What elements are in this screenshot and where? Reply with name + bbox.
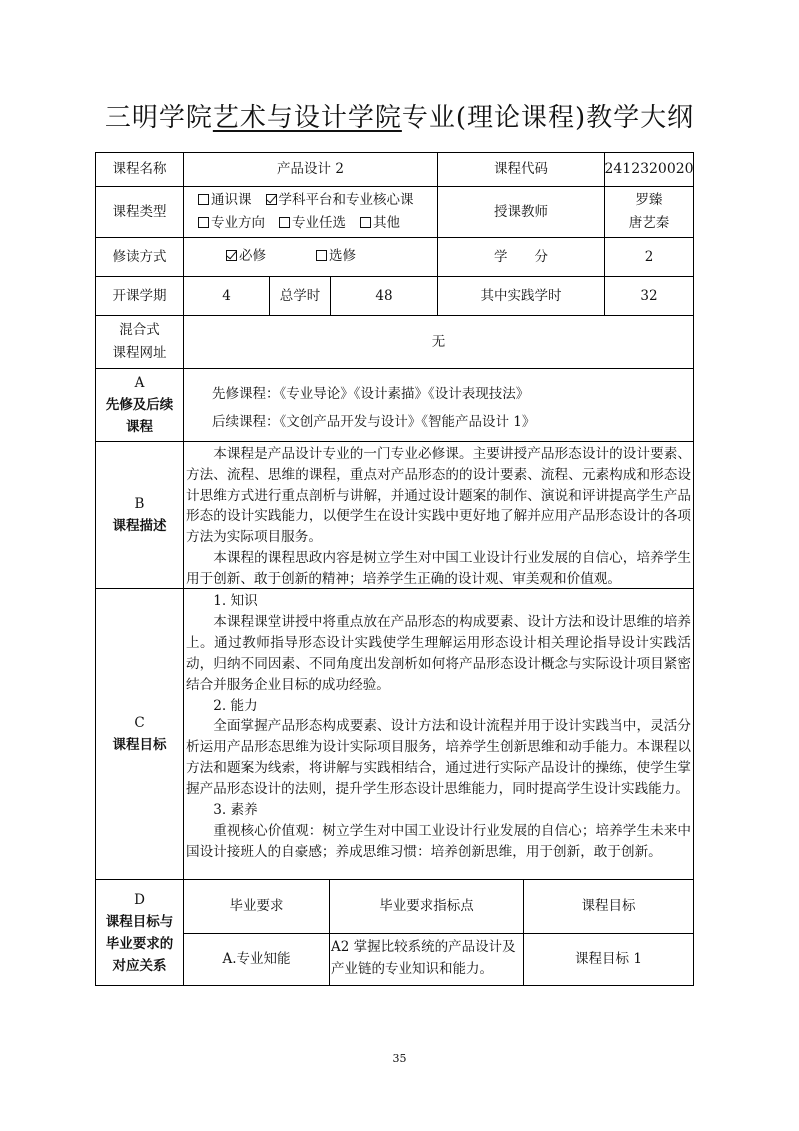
page-number: 35 [392,1052,407,1065]
teacher-label: 授课教师 [494,203,548,220]
objective-heading-literacy: 3. 素养 [213,802,258,819]
section-c-label: C 课程目标 [112,715,167,753]
section-b-label: B 课程描述 [112,496,167,534]
course-type-label: 课程类型 [112,203,167,220]
checkbox-icon [198,217,209,228]
course-name-value: 产品设计 2 [277,161,344,177]
checkbox-icon [360,217,371,228]
header-graduation-requirement: 毕业要求 [229,898,284,914]
practice-hours-value: 32 [640,287,658,304]
prerequisite-courses: 先修课程：《专业导论》《设计素描》《设计表现技法》 [212,386,530,402]
mapping-indicator: A2 掌握比较系统的产品设计及产业链的专业知识和能力。 [331,939,516,977]
document-title: 三明学院艺术与设计学院专业(理论课程)教学大纲 [104,103,695,133]
mixed-url-value: 无 [431,333,446,350]
credit-label: 学 分 [494,248,548,265]
section-a-label: A 先修及后续 课程 [105,375,174,435]
course-description: 本课程是产品设计专业的一门专业必修课。主要讲授产品形态设计的设计要素、方法、流程、思维的课程，重点对产品形态的的设计要素、流程、元素构成和形态设计思维方式进行重点剖析与讲解，并通过设计题案的制作、演说和评讲提高学生产品形态的设计实践能力，以便学生在设计实践中更好地了解并应用产品形态设计的各项方法为实际项目服务。 本课程的课程思政内容是树立学生对中国工业设计行业发展的自信心，培养学生用于创新、敢于创新的精神；培养学生正确的设计观、审美观和价值观。 [186,446,691,587]
course-name-label: 课程名称 [112,161,167,177]
section-d-label: D 课程目标与 毕业要求的 对应关系 [105,891,174,974]
study-mode-label: 修读方式 [112,248,167,265]
course-objectives: 1. 知识 本课程课堂讲授中将重点放在产品形态的构成要素、设计方法和设计思维的培养上。通过教师指导形态设计实践使学生理解运用形态设计相关理论指导设计实践活动，归纳不同因素、不同角度出发剖析如何将产品形态设计概念与实际设计项目紧密结合并服务企业目标的成功经验。 2. 能力 全面掌握产品形态构成要素、设计方法和设计流程并用于设计实践当中，灵活分析运用产品形态思维为设计实际项目服务，培养学生创新思维和动手能力。本课程以方法和题案为线索，将讲解与实践相结合，通过进行实际产品设计的操练，使学生掌握产品形态设计的法则，提升学生形态设计思维能力，同时提高学生设计实践能力。 3. 素养 重视核心价值观：树立学生对中国工业设计行业发展的自信心；培养学生未来中国设计接班人的自豪感；养成思维习惯：培养创新思维，用于创新，敢于创新。 [186,593,691,860]
practice-hours-label: 其中实践学时 [480,287,562,304]
option-elective-mode[interactable]: 选修 [316,246,356,267]
option-general[interactable]: 通识课 [198,189,252,212]
credit-value: 2 [644,248,654,265]
course-code-value: 2412320020 [604,161,694,177]
checkbox-icon [316,250,327,261]
checked-checkbox-icon [266,194,277,205]
option-platform-core[interactable]: 学科平台和专业核心课 [266,189,414,212]
mapping-requirement: A.专业知能 [222,951,291,967]
objective-heading-ability: 2. 能力 [213,697,258,714]
mixed-url-label: 混合式 课程网址 [112,322,167,361]
study-mode-options [226,246,436,268]
semester-label: 开课学期 [112,287,167,304]
checkbox-icon [198,194,209,205]
checked-checkbox-icon [226,250,237,261]
semester-value: 4 [222,287,231,304]
checkbox-icon [279,217,290,228]
objective-heading-knowledge: 1. 知识 [213,593,258,609]
course-code-label: 课程代码 [494,161,548,177]
total-hours-value: 48 [375,287,393,304]
option-elective[interactable]: 专业任选 [279,212,346,235]
teacher-names: 罗臻 唐艺秦 [628,192,670,231]
option-required[interactable]: 必修 [226,246,266,267]
section-a-content [212,380,682,436]
option-direction[interactable]: 专业方向 [198,212,265,235]
option-other[interactable]: 其他 [360,212,400,235]
course-type-options [198,189,436,235]
header-indicator-point: 毕业要求指标点 [379,898,474,914]
followup-courses: 后续课程：《文创产品开发与设计》《智能产品设计 1》 [212,414,536,430]
total-hours-label: 总学时 [279,287,321,304]
mapping-objective: 课程目标 1 [575,951,642,967]
header-course-objective: 课程目标 [581,898,636,914]
